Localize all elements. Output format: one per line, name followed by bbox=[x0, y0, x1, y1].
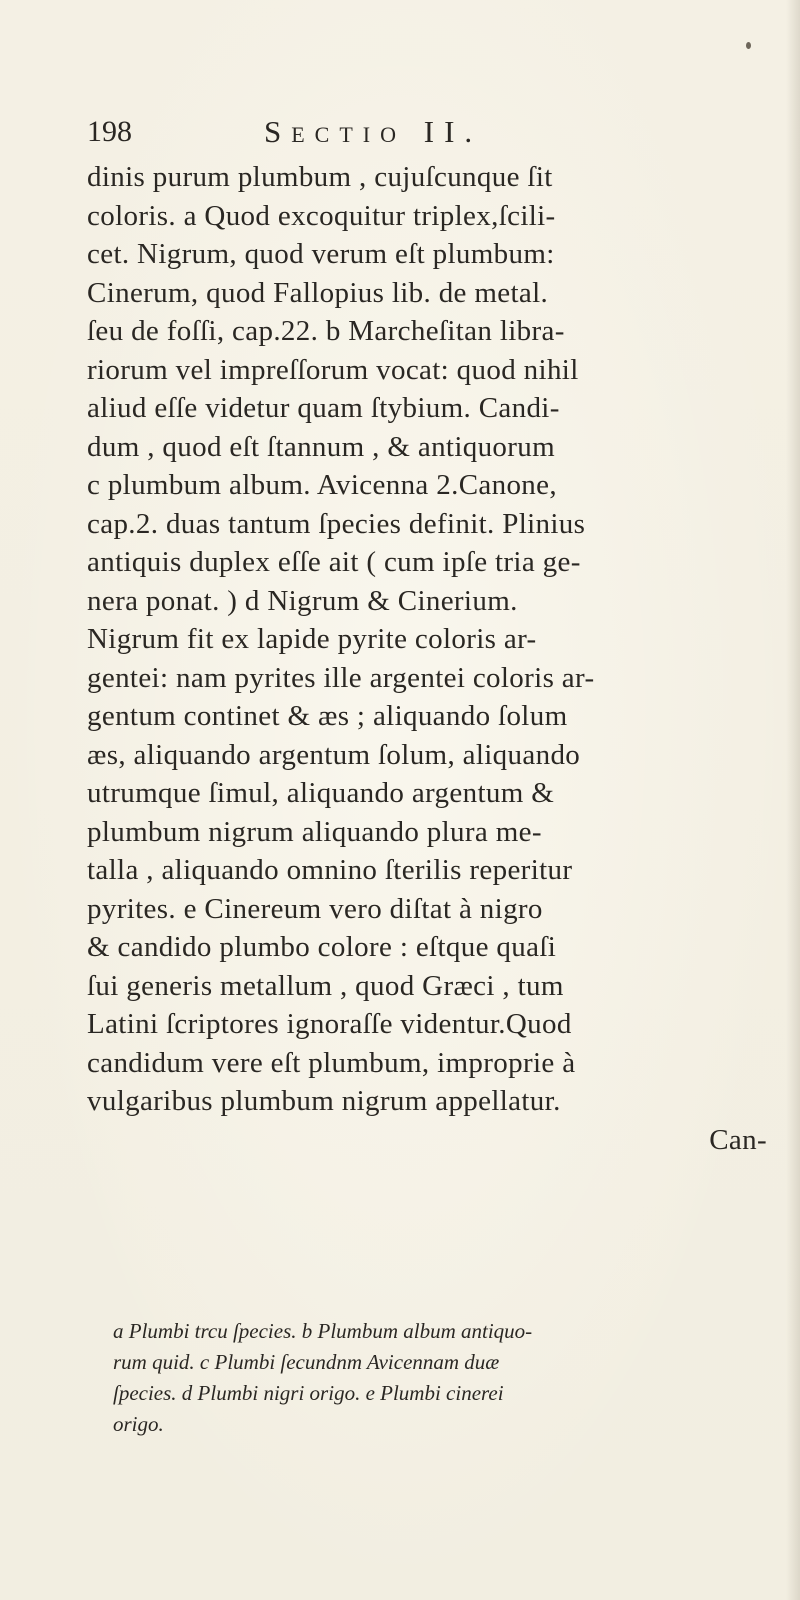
text-line: vulgaribus plumbum nigrum appellatur. bbox=[87, 1085, 561, 1117]
page-header bbox=[87, 112, 787, 152]
ink-spot bbox=[746, 42, 751, 49]
text-line: cap.2. duas tantum ſpecies definit. Plinius bbox=[87, 507, 586, 540]
text-line: nera ponat. ) d Nigrum & Cinerium. bbox=[87, 584, 518, 617]
text-line: ſui generis metallum , quod Græci , tum bbox=[87, 969, 564, 1002]
text-line: & candido plumbo colore : eſtque quaſi bbox=[87, 931, 557, 963]
footnote-line: origo. bbox=[113, 1412, 164, 1436]
catchword: Can- bbox=[709, 1123, 767, 1156]
running-head: Sectio II. bbox=[264, 114, 483, 149]
text-line: pyrites. e Cinereum vero diſtat à nigro bbox=[87, 892, 543, 925]
footnote-line: ſpecies. d Plumbi nigri origo. e Plumbi cinerei bbox=[113, 1381, 504, 1405]
text-line: gentum continet & æs ; aliquando ſolum bbox=[87, 700, 568, 732]
text-line: Latini ſcriptores ignoraſſe videntur.Quod bbox=[87, 1008, 572, 1040]
footnote-line: rum quid. c Plumbi ſecundnm Avicennam duæ bbox=[113, 1350, 500, 1374]
text-line: aliud eſſe videtur quam ſtybium. Candi- bbox=[87, 392, 560, 424]
text-line: ſeu de foſſi, cap.22. b Marcheſitan libra- bbox=[87, 315, 565, 347]
text-line: gentei: nam pyrites ille argentei coloris ar- bbox=[87, 661, 595, 694]
text-line: c plumbum album. Avicenna 2.Canone, bbox=[87, 469, 557, 501]
footnotes bbox=[113, 1316, 783, 1440]
body-text bbox=[87, 158, 787, 1159]
text-line: candidum vere eſt plumbum, improprie à bbox=[87, 1046, 576, 1079]
text-line: utrumque ſimul, aliquando argentum & bbox=[87, 777, 555, 809]
text-line: talla , aliquando omnino ſterilis reperitur bbox=[87, 854, 573, 886]
footnote-line: a Plumbi trcu ſpecies. b Plumbum album antiquo- bbox=[113, 1319, 533, 1343]
text-line: antiquis duplex eſſe ait ( cum ipſe tria ge- bbox=[87, 546, 581, 578]
text-line: riorum vel impreſſorum vocat: quod nihil bbox=[87, 353, 579, 386]
text-line: Nigrum fit ex lapide pyrite coloris ar- bbox=[87, 623, 537, 655]
text-line: Cinerum, quod Fallopius lib. de metal. bbox=[87, 276, 549, 309]
page-edge-shadow bbox=[786, 0, 800, 1600]
page-number: 198 bbox=[87, 115, 132, 148]
text-line: dum , quod eſt ſtannum , & antiquorum bbox=[87, 430, 556, 463]
text-line: plumbum nigrum aliquando plura me- bbox=[87, 815, 542, 848]
text-line: cet. Nigrum, quod verum eſt plumbum: bbox=[87, 238, 555, 270]
text-line: coloris. a Quod excoquitur triplex,ſcili- bbox=[87, 199, 556, 232]
text-line: dinis purum plumbum , cujuſcunque ſit bbox=[87, 161, 553, 193]
text-line: æs, aliquando argentum ſolum, aliquando bbox=[87, 738, 581, 771]
